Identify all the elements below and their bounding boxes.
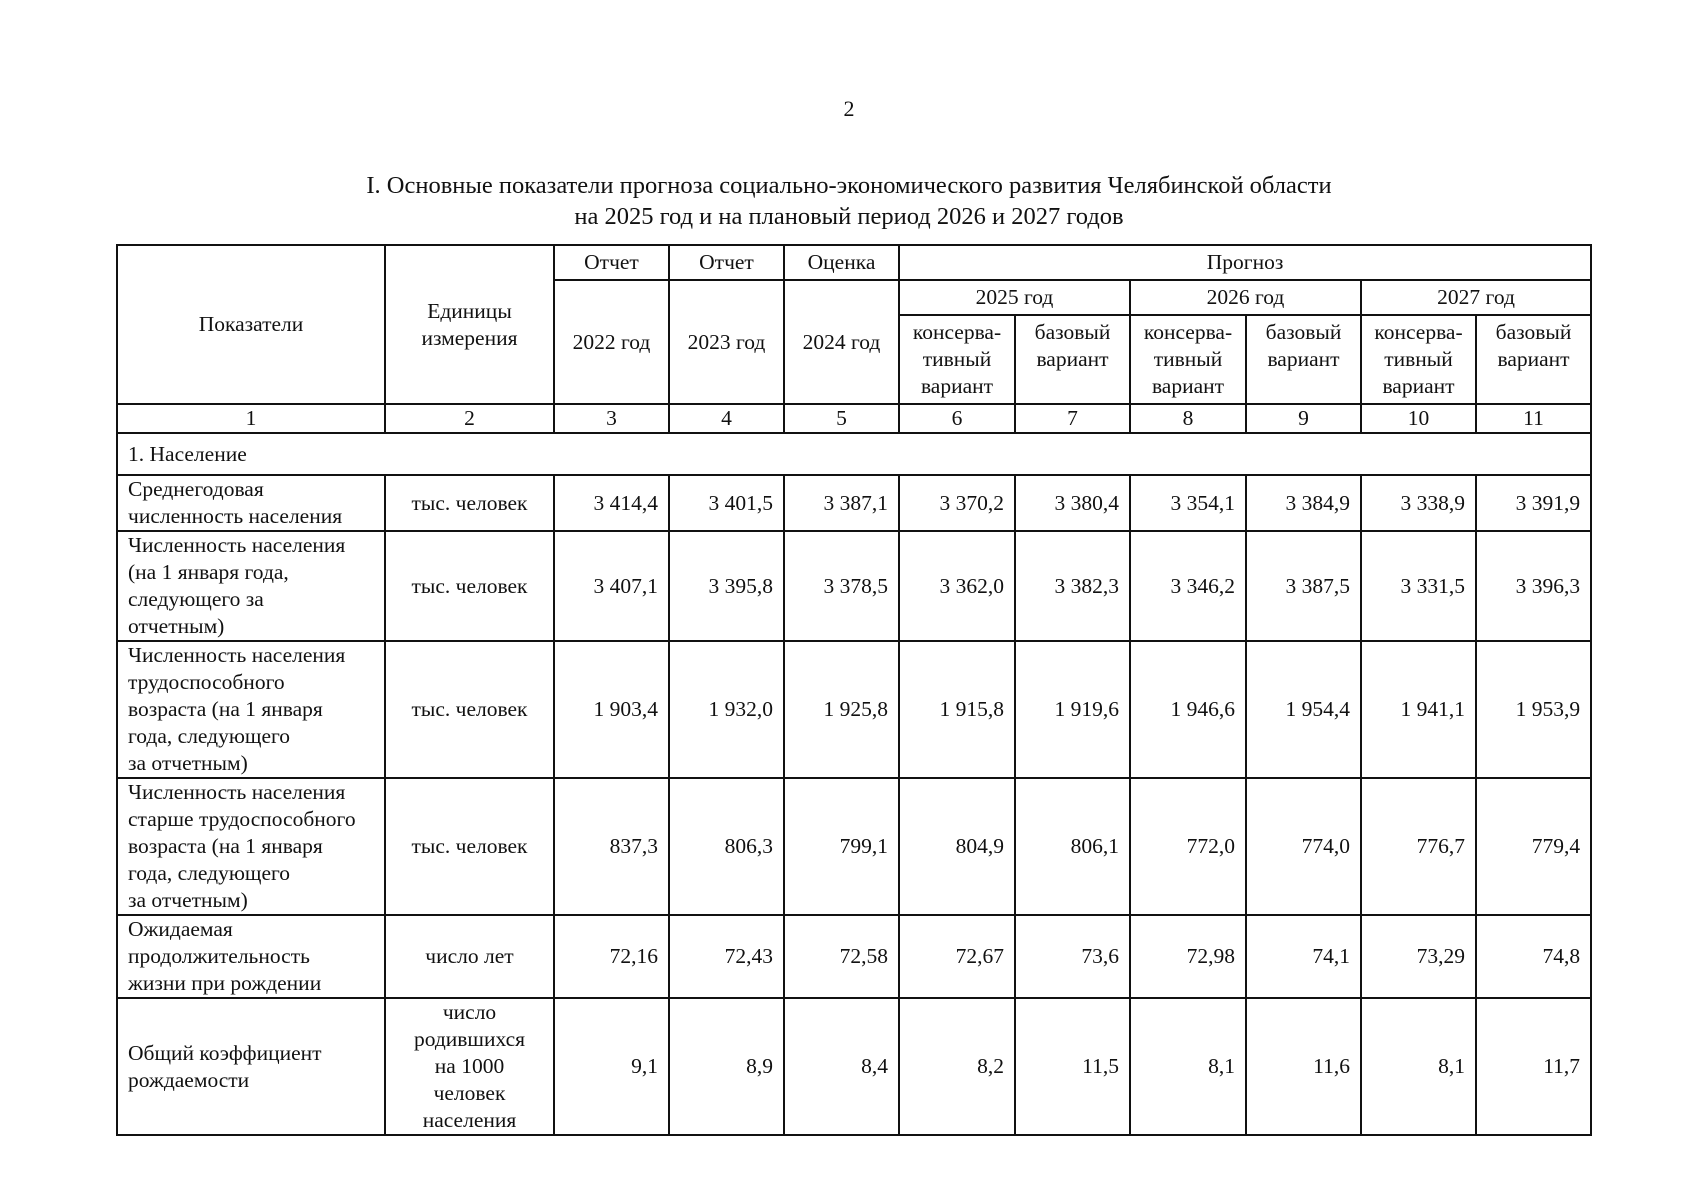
value-cell: 3 396,3 bbox=[1476, 531, 1591, 641]
header-report-2022: Отчет bbox=[554, 245, 669, 280]
value-cell: 3 362,0 bbox=[899, 531, 1015, 641]
forecast-table bbox=[116, 244, 1592, 1136]
value-cell: 72,43 bbox=[669, 915, 784, 998]
section-row bbox=[117, 433, 1591, 475]
unit-cell: тыс. человек bbox=[385, 475, 554, 531]
value-cell: 1 946,6 bbox=[1130, 641, 1246, 778]
header-year-2024: 2024 год bbox=[784, 280, 899, 404]
indicator-cell: Ожидаемая продолжительность жизни при рождении bbox=[117, 915, 385, 998]
value-cell: 3 384,9 bbox=[1246, 475, 1361, 531]
unit-cell: тыс. человек bbox=[385, 778, 554, 915]
indicator-cell: Численность населения (на 1 января года, следующего за отчетным) bbox=[117, 531, 385, 641]
value-cell: 3 395,8 bbox=[669, 531, 784, 641]
header-2025-conservative: консерва- тивный вариант bbox=[899, 315, 1015, 404]
value-cell: 3 354,1 bbox=[1130, 475, 1246, 531]
value-cell: 74,1 bbox=[1246, 915, 1361, 998]
table-row bbox=[117, 915, 1591, 998]
value-cell: 3 346,2 bbox=[1130, 531, 1246, 641]
column-number: 9 bbox=[1246, 404, 1361, 433]
header-report-2023: Отчет bbox=[669, 245, 784, 280]
value-cell: 72,67 bbox=[899, 915, 1015, 998]
value-cell: 3 391,9 bbox=[1476, 475, 1591, 531]
value-cell: 3 401,5 bbox=[669, 475, 784, 531]
table-row bbox=[117, 641, 1591, 778]
value-cell: 774,0 bbox=[1246, 778, 1361, 915]
value-cell: 776,7 bbox=[1361, 778, 1476, 915]
value-cell: 3 407,1 bbox=[554, 531, 669, 641]
value-cell: 799,1 bbox=[784, 778, 899, 915]
value-cell: 11,5 bbox=[1015, 998, 1130, 1135]
header-estimate-2024: Оценка bbox=[784, 245, 899, 280]
value-cell: 1 903,4 bbox=[554, 641, 669, 778]
value-cell: 73,29 bbox=[1361, 915, 1476, 998]
unit-cell: тыс. человек bbox=[385, 641, 554, 778]
indicator-cell: Среднегодовая численность населения bbox=[117, 475, 385, 531]
value-cell: 74,8 bbox=[1476, 915, 1591, 998]
column-number: 11 bbox=[1476, 404, 1591, 433]
header-2027-base: базовый вариант bbox=[1476, 315, 1591, 404]
value-cell: 1 919,6 bbox=[1015, 641, 1130, 778]
value-cell: 72,16 bbox=[554, 915, 669, 998]
table-row bbox=[117, 998, 1591, 1135]
value-cell: 8,4 bbox=[784, 998, 899, 1135]
column-number: 3 bbox=[554, 404, 669, 433]
value-cell: 8,2 bbox=[899, 998, 1015, 1135]
value-cell: 3 380,4 bbox=[1015, 475, 1130, 531]
value-cell: 9,1 bbox=[554, 998, 669, 1135]
header-year-2023: 2023 год bbox=[669, 280, 784, 404]
indicator-cell: Численность населения трудоспособного возраста (на 1 января года, следующего за отчетным) bbox=[117, 641, 385, 778]
column-number: 8 bbox=[1130, 404, 1246, 433]
value-cell: 73,6 bbox=[1015, 915, 1130, 998]
value-cell: 3 387,5 bbox=[1246, 531, 1361, 641]
section-title: 1. Население bbox=[117, 433, 1591, 475]
value-cell: 1 953,9 bbox=[1476, 641, 1591, 778]
column-number: 6 bbox=[899, 404, 1015, 433]
header-2025-base: базовый вариант bbox=[1015, 315, 1130, 404]
value-cell: 806,3 bbox=[669, 778, 784, 915]
header-2026-base: базовый вариант bbox=[1246, 315, 1361, 404]
header-units: Единицы измерения bbox=[385, 245, 554, 404]
value-cell: 772,0 bbox=[1130, 778, 1246, 915]
value-cell: 3 331,5 bbox=[1361, 531, 1476, 641]
value-cell: 11,6 bbox=[1246, 998, 1361, 1135]
indicator-cell: Общий коэффициент рождаемости bbox=[117, 998, 385, 1135]
column-number-row bbox=[117, 404, 1591, 433]
header-2027-conservative: консерва- тивный вариант bbox=[1361, 315, 1476, 404]
table-header bbox=[117, 245, 1591, 404]
column-number: 7 bbox=[1015, 404, 1130, 433]
unit-cell: число лет bbox=[385, 915, 554, 998]
title-line-1: I. Основные показатели прогноза социально-экономического развития Челябинской области bbox=[366, 172, 1332, 199]
value-cell: 3 414,4 bbox=[554, 475, 669, 531]
header-year-2026: 2026 год bbox=[1130, 280, 1361, 315]
header-year-2025: 2025 год bbox=[899, 280, 1130, 315]
value-cell: 837,3 bbox=[554, 778, 669, 915]
value-cell: 3 370,2 bbox=[899, 475, 1015, 531]
value-cell: 3 378,5 bbox=[784, 531, 899, 641]
value-cell: 8,9 bbox=[669, 998, 784, 1135]
header-2026-conservative: консерва- тивный вариант bbox=[1130, 315, 1246, 404]
value-cell: 8,1 bbox=[1361, 998, 1476, 1135]
header-indicators: Показатели bbox=[117, 245, 385, 404]
value-cell: 72,98 bbox=[1130, 915, 1246, 998]
value-cell: 1 932,0 bbox=[669, 641, 784, 778]
header-year-2027: 2027 год bbox=[1361, 280, 1591, 315]
value-cell: 3 387,1 bbox=[784, 475, 899, 531]
value-cell: 3 338,9 bbox=[1361, 475, 1476, 531]
column-number: 10 bbox=[1361, 404, 1476, 433]
indicator-cell: Численность населения старше трудоспособного возраста (на 1 января года, следующего за отчетным) bbox=[117, 778, 385, 915]
document-title bbox=[0, 170, 1698, 232]
table-row bbox=[117, 531, 1591, 641]
value-cell: 1 941,1 bbox=[1361, 641, 1476, 778]
unit-cell: тыс. человек bbox=[385, 531, 554, 641]
column-number: 4 bbox=[669, 404, 784, 433]
value-cell: 3 382,3 bbox=[1015, 531, 1130, 641]
value-cell: 804,9 bbox=[899, 778, 1015, 915]
value-cell: 1 954,4 bbox=[1246, 641, 1361, 778]
table-row bbox=[117, 778, 1591, 915]
value-cell: 72,58 bbox=[784, 915, 899, 998]
value-cell: 779,4 bbox=[1476, 778, 1591, 915]
value-cell: 11,7 bbox=[1476, 998, 1591, 1135]
table-row bbox=[117, 475, 1591, 531]
header-forecast: Прогноз bbox=[899, 245, 1591, 280]
value-cell: 806,1 bbox=[1015, 778, 1130, 915]
value-cell: 8,1 bbox=[1130, 998, 1246, 1135]
value-cell: 1 915,8 bbox=[899, 641, 1015, 778]
value-cell: 1 925,8 bbox=[784, 641, 899, 778]
page-number: 2 bbox=[843, 96, 855, 121]
title-line-2: на 2025 год и на плановый период 2026 и 2027 годов bbox=[574, 203, 1124, 230]
column-number: 1 bbox=[117, 404, 385, 433]
unit-cell: число родившихся на 1000 человек населения bbox=[385, 998, 554, 1135]
header-year-2022: 2022 год bbox=[554, 280, 669, 404]
column-number: 5 bbox=[784, 404, 899, 433]
column-number: 2 bbox=[385, 404, 554, 433]
